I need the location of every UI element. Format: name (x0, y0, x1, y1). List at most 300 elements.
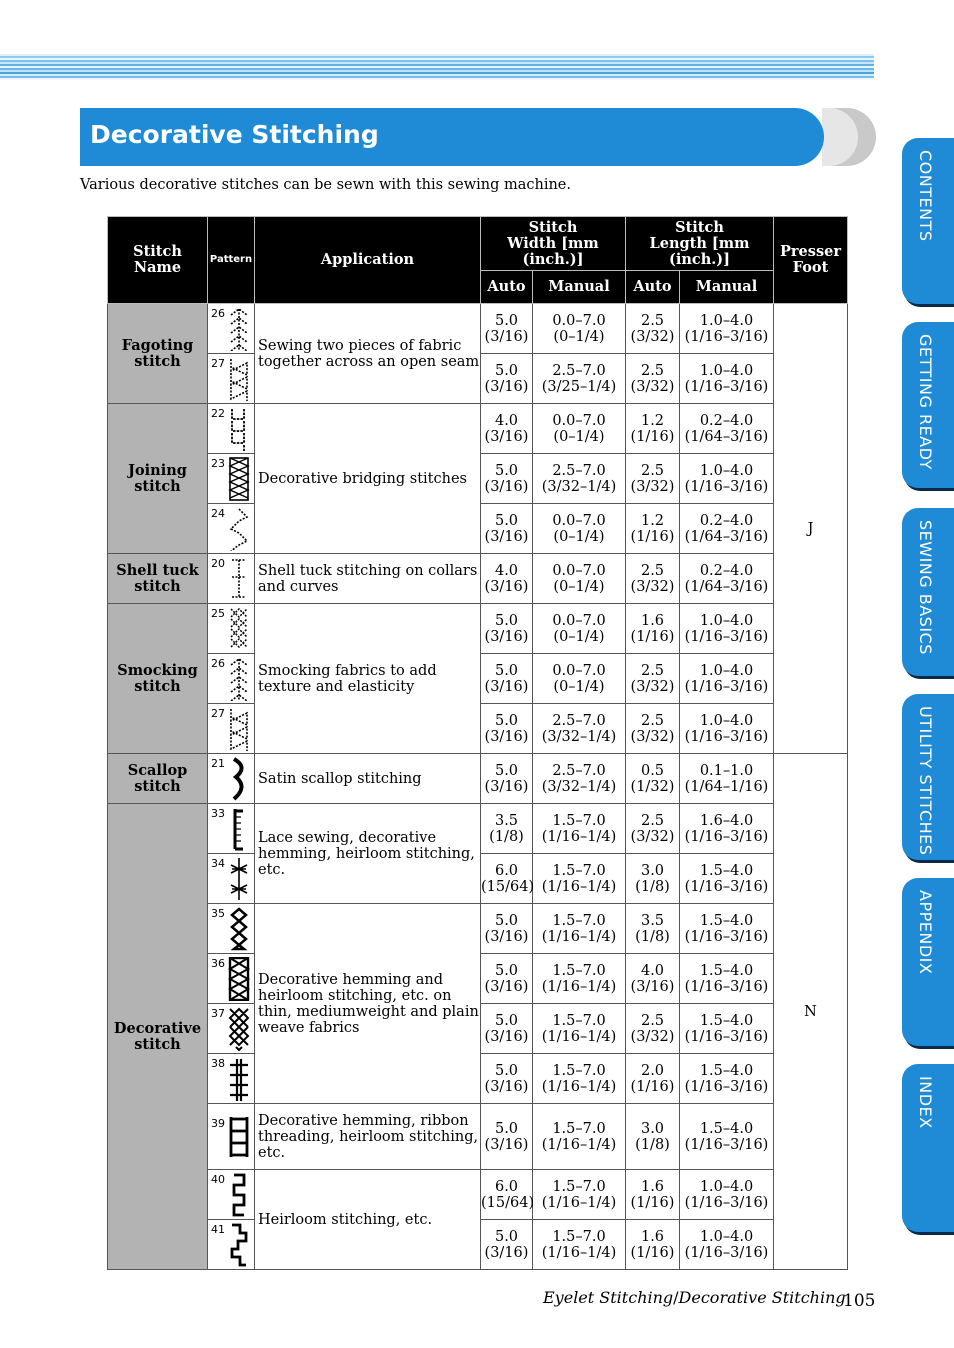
stitch-name: Shell tuck stitch (108, 554, 208, 604)
footer-separator: / (673, 1288, 679, 1307)
decorative-stitch-icon (228, 957, 250, 1001)
length-auto (626, 654, 680, 704)
value-inch: (3/32–1/4) (541, 728, 617, 745)
value-mm: 1.5–4.0 (699, 862, 754, 879)
value-inch: (3/16) (484, 528, 529, 545)
value-inch: (3/16) (630, 978, 675, 995)
value-inch: (1/16–1/4) (541, 878, 617, 895)
application: Satin scallop stitching (255, 754, 481, 804)
width-auto (481, 354, 533, 404)
width-auto (481, 854, 533, 904)
value-mm: 1.6 (640, 1228, 665, 1245)
value-mm: 2.5 (640, 712, 665, 729)
value-mm: 2.5 (640, 312, 665, 329)
width-manual (533, 304, 626, 354)
stitch-name: Scallop stitch (108, 754, 208, 804)
width-auto (481, 504, 533, 554)
value-inch: (1/16–3/16) (684, 328, 769, 345)
pattern-number: 40 (211, 1173, 225, 1186)
value-mm: 5.0 (494, 312, 519, 329)
pattern-cell (208, 904, 255, 954)
value-mm: 1.5–7.0 (552, 812, 606, 829)
value-mm: 5.0 (494, 662, 519, 679)
value-inch: (1/8) (635, 1136, 670, 1153)
tab-getting-ready[interactable] (902, 322, 954, 488)
length-manual (680, 1220, 774, 1270)
value-inch: (1/64–3/16) (684, 528, 769, 545)
value-inch: (1/16–3/16) (684, 628, 769, 645)
pattern-number: 20 (211, 557, 225, 570)
value-mm: 1.6 (640, 612, 665, 629)
pattern-cell (208, 404, 255, 454)
pattern-number: 21 (211, 757, 225, 770)
width-auto (481, 654, 533, 704)
length-auto (626, 1054, 680, 1104)
tab-label: CONTENTS (916, 150, 935, 242)
value-inch: (3/32) (630, 678, 675, 695)
width-manual (533, 754, 626, 804)
value-inch: (3/16) (484, 928, 529, 945)
length-manual (680, 604, 774, 654)
tab-label: INDEX (916, 1076, 935, 1129)
width-manual (533, 604, 626, 654)
value-mm: 0.0–7.0 (552, 612, 606, 629)
width-manual (533, 1004, 626, 1054)
pattern-number: 34 (211, 857, 225, 870)
value-mm: 1.6 (640, 1178, 665, 1195)
tab-contents[interactable] (902, 138, 954, 304)
header-length-auto: Auto (626, 271, 680, 304)
value-mm: 6.0 (494, 1178, 519, 1195)
pattern-number: 27 (211, 357, 225, 370)
table-row (108, 1104, 848, 1170)
intro-text: Various decorative stitches can be sewn with this sewing machine. (80, 177, 571, 193)
value-inch: (1/16) (630, 1078, 675, 1095)
value-inch: (1/16–3/16) (684, 828, 769, 845)
joining-stitch-icon (228, 507, 250, 551)
presser-foot-j: J (774, 304, 848, 754)
value-inch: (3/32–1/4) (541, 778, 617, 795)
width-manual (533, 654, 626, 704)
value-inch: (1/16–3/16) (684, 1194, 769, 1211)
length-auto (626, 1220, 680, 1270)
shell-tuck-stitch-icon (228, 557, 250, 601)
pattern-number: 24 (211, 507, 225, 520)
value-mm: 5.0 (494, 762, 519, 779)
value-mm: 1.2 (640, 412, 665, 429)
value-mm: 5.0 (494, 462, 519, 479)
width-auto (481, 454, 533, 504)
pattern-cell (208, 1220, 255, 1270)
value-mm: 3.5 (640, 912, 665, 929)
header-presser-foot: Presser Foot (774, 217, 848, 304)
width-manual (533, 404, 626, 454)
value-inch: (3/32) (630, 728, 675, 745)
stitch-name: Decorative stitch (108, 804, 208, 1270)
pattern-cell (208, 354, 255, 404)
tab-label: SEWING BASICS (916, 520, 935, 655)
pattern-cell (208, 1054, 255, 1104)
value-mm: 1.5–7.0 (552, 1062, 606, 1079)
value-inch: (3/32) (630, 378, 675, 395)
value-inch: (3/16) (484, 578, 529, 595)
table-row (108, 554, 848, 604)
value-mm: 2.5–7.0 (552, 362, 606, 379)
value-inch: (3/32) (630, 578, 675, 595)
value-mm: 2.5 (640, 562, 665, 579)
length-manual (680, 954, 774, 1004)
tab-sewing-basics[interactable] (902, 508, 954, 676)
value-mm: 5.0 (494, 1062, 519, 1079)
decorative-stitch-icon (228, 1223, 250, 1267)
header-width-auto: Auto (481, 271, 533, 304)
value-mm: 1.0–4.0 (699, 1178, 754, 1195)
value-mm: 1.2 (640, 512, 665, 529)
application: Decorative hemming and heirloom stitching, etc. on thin, mediumweight and plain weave fabrics (255, 904, 481, 1104)
value-inch: (0–1/4) (553, 628, 605, 645)
length-manual (680, 854, 774, 904)
stitch-name: Joining stitch (108, 404, 208, 554)
tab-appendix[interactable] (902, 878, 954, 1046)
value-inch: (3/16) (484, 378, 529, 395)
header-length-manual: Manual (680, 271, 774, 304)
length-manual (680, 504, 774, 554)
value-inch: (1/16–3/16) (684, 478, 769, 495)
value-mm: 5.0 (494, 512, 519, 529)
footer-title: Decorative Stitching (678, 1288, 846, 1307)
value-inch: (3/16) (484, 1244, 529, 1261)
value-mm: 1.5–4.0 (699, 912, 754, 929)
decorative-stitch-icon (228, 857, 250, 901)
pattern-cell (208, 654, 255, 704)
value-inch: (3/16) (484, 628, 529, 645)
application: Shell tuck stitching on collars and curves (255, 554, 481, 604)
value-inch: (3/25–1/4) (541, 378, 617, 395)
width-manual (533, 954, 626, 1004)
value-inch: (1/16) (630, 628, 675, 645)
value-mm: 1.5–7.0 (552, 1178, 606, 1195)
application: Decorative hemming, ribbon threading, heirloom stitching, etc. (255, 1104, 481, 1170)
length-auto (626, 354, 680, 404)
pattern-cell (208, 754, 255, 804)
value-mm: 1.5–4.0 (699, 1062, 754, 1079)
value-inch: (3/32) (630, 828, 675, 845)
value-mm: 0.1–1.0 (699, 762, 754, 779)
width-manual (533, 1054, 626, 1104)
width-auto (481, 404, 533, 454)
value-mm: 5.0 (494, 1120, 519, 1137)
value-mm: 1.0–4.0 (699, 612, 754, 629)
length-manual (680, 1170, 774, 1220)
value-mm: 1.0–4.0 (699, 312, 754, 329)
value-mm: 0.0–7.0 (552, 512, 606, 529)
header-pattern: Pattern (208, 217, 255, 304)
length-manual (680, 654, 774, 704)
page-title: Decorative Stitching (90, 120, 379, 149)
value-inch: (1/16–1/4) (541, 1244, 617, 1261)
value-inch: (3/16) (484, 728, 529, 745)
width-auto (481, 1104, 533, 1170)
value-mm: 6.0 (494, 862, 519, 879)
smocking-stitch-icon (228, 607, 250, 651)
pattern-cell (208, 854, 255, 904)
value-inch: (1/64–3/16) (684, 578, 769, 595)
value-mm: 1.5–4.0 (699, 1120, 754, 1137)
value-mm: 1.5–7.0 (552, 1012, 606, 1029)
application: Heirloom stitching, etc. (255, 1170, 481, 1270)
length-manual (680, 554, 774, 604)
value-mm: 2.5–7.0 (552, 712, 606, 729)
pattern-cell (208, 304, 255, 354)
value-inch: (3/16) (484, 778, 529, 795)
width-auto (481, 1004, 533, 1054)
length-auto (626, 554, 680, 604)
width-auto (481, 304, 533, 354)
width-auto (481, 554, 533, 604)
value-inch: (1/8) (635, 928, 670, 945)
value-mm: 1.5–7.0 (552, 962, 606, 979)
value-inch: (1/8) (489, 828, 524, 845)
page-number: 105 (843, 1291, 876, 1311)
value-mm: 1.5–4.0 (699, 962, 754, 979)
length-auto (626, 1004, 680, 1054)
value-mm: 2.5 (640, 1012, 665, 1029)
length-auto (626, 804, 680, 854)
length-manual (680, 1004, 774, 1054)
pattern-number: 26 (211, 657, 225, 670)
value-inch: (3/32) (630, 478, 675, 495)
value-inch: (3/16) (484, 1136, 529, 1153)
pattern-number: 38 (211, 1057, 225, 1070)
header-stitch-name: Stitch Name (108, 217, 208, 304)
value-mm: 0.0–7.0 (552, 562, 606, 579)
tab-label: GETTING READY (916, 334, 935, 470)
value-mm: 1.0–4.0 (699, 662, 754, 679)
header-application: Application (255, 217, 481, 304)
header-stitch-width: Stitch Width [mm (inch.)] (481, 217, 626, 271)
value-mm: 0.2–4.0 (699, 562, 754, 579)
value-mm: 1.5–7.0 (552, 1228, 606, 1245)
table-row (108, 1170, 848, 1220)
pattern-cell (208, 604, 255, 654)
length-manual (680, 1054, 774, 1104)
value-inch: (1/16) (630, 528, 675, 545)
value-inch: (3/16) (484, 1028, 529, 1045)
value-mm: 5.0 (494, 362, 519, 379)
value-inch: (1/16–3/16) (684, 878, 769, 895)
value-mm: 1.0–4.0 (699, 712, 754, 729)
value-mm: 3.0 (640, 862, 665, 879)
length-manual (680, 404, 774, 454)
length-auto (626, 1170, 680, 1220)
pattern-number: 22 (211, 407, 225, 420)
table-row (108, 604, 848, 654)
decorative-stitch-icon (228, 807, 250, 851)
decorative-stitch-icon (228, 907, 250, 951)
width-auto (481, 954, 533, 1004)
value-inch: (0–1/4) (553, 428, 605, 445)
pattern-number: 41 (211, 1223, 225, 1236)
footer-section[interactable]: Eyelet Stitching (543, 1288, 674, 1307)
top-stripe-band (0, 54, 874, 80)
value-inch: (0–1/4) (553, 528, 605, 545)
value-inch: (1/16–1/4) (541, 978, 617, 995)
value-inch: (3/16) (484, 678, 529, 695)
value-inch: (1/16) (630, 1244, 675, 1261)
value-inch: (15/64) (481, 1194, 535, 1211)
length-manual (680, 454, 774, 504)
width-auto (481, 704, 533, 754)
pattern-number: 23 (211, 457, 225, 470)
length-manual (680, 354, 774, 404)
width-manual (533, 704, 626, 754)
value-inch: (1/16–3/16) (684, 1028, 769, 1045)
value-inch: (3/16) (484, 478, 529, 495)
tab-label: UTILITY STITCHES (916, 706, 935, 856)
decorative-stitch-icon (228, 1173, 250, 1217)
value-mm: 0.0–7.0 (552, 412, 606, 429)
presser-foot-n: N (774, 754, 848, 1270)
length-manual (680, 304, 774, 354)
length-auto (626, 954, 680, 1004)
pattern-cell (208, 454, 255, 504)
value-mm: 2.5–7.0 (552, 762, 606, 779)
width-manual (533, 1170, 626, 1220)
value-inch: (3/16) (484, 978, 529, 995)
value-inch: (1/16–3/16) (684, 378, 769, 395)
value-inch: (1/16–3/16) (684, 1078, 769, 1095)
value-inch: (0–1/4) (553, 678, 605, 695)
stitch-name: Fagoting stitch (108, 304, 208, 404)
value-mm: 4.0 (640, 962, 665, 979)
table-row (108, 404, 848, 454)
value-inch: (3/16) (484, 428, 529, 445)
value-inch: (1/64–3/16) (684, 428, 769, 445)
value-mm: 0.0–7.0 (552, 662, 606, 679)
application: Lace sewing, decorative hemming, heirloom stitching, etc. (255, 804, 481, 904)
pattern-number: 33 (211, 807, 225, 820)
value-inch: (1/16–3/16) (684, 1136, 769, 1153)
width-manual (533, 854, 626, 904)
decorative-stitch-icon (228, 1115, 250, 1159)
value-inch: (1/16–3/16) (684, 978, 769, 995)
length-auto (626, 1104, 680, 1170)
width-auto (481, 1220, 533, 1270)
pattern-number: 25 (211, 607, 225, 620)
application: Smocking fabrics to add texture and elasticity (255, 604, 481, 754)
header-stitch-length: Stitch Length [mm (inch.)] (626, 217, 774, 271)
table-row (108, 754, 848, 804)
title-bar (80, 108, 824, 166)
pattern-number: 26 (211, 307, 225, 320)
application: Sewing two pieces of fabric together across an open seam (255, 304, 481, 404)
width-manual (533, 354, 626, 404)
table-row (108, 304, 848, 354)
length-auto (626, 404, 680, 454)
width-auto (481, 804, 533, 854)
value-inch: (1/16–1/4) (541, 1028, 617, 1045)
smocking-stitch-icon (228, 657, 250, 701)
value-inch: (0–1/4) (553, 578, 605, 595)
smocking-stitch-icon (228, 707, 250, 751)
value-mm: 2.5 (640, 362, 665, 379)
fagoting-stitch-icon (228, 357, 250, 401)
length-auto (626, 854, 680, 904)
value-inch: (1/16–3/16) (684, 928, 769, 945)
value-mm: 3.5 (494, 812, 519, 829)
value-mm: 5.0 (494, 712, 519, 729)
value-inch: (1/16–3/16) (684, 728, 769, 745)
value-mm: 1.5–7.0 (552, 862, 606, 879)
value-mm: 0.2–4.0 (699, 412, 754, 429)
value-inch: (1/16–1/4) (541, 928, 617, 945)
length-auto (626, 704, 680, 754)
length-manual (680, 1104, 774, 1170)
pattern-cell (208, 804, 255, 854)
value-mm: 1.0–4.0 (699, 462, 754, 479)
value-inch: (1/16) (630, 428, 675, 445)
value-mm: 5.0 (494, 962, 519, 979)
value-mm: 1.0–4.0 (699, 1228, 754, 1245)
value-mm: 1.5–7.0 (552, 912, 606, 929)
length-auto (626, 504, 680, 554)
value-mm: 1.5–4.0 (699, 1012, 754, 1029)
value-inch: (0–1/4) (553, 328, 605, 345)
stitch-table (107, 216, 848, 1270)
value-mm: 5.0 (494, 912, 519, 929)
pattern-number: 36 (211, 957, 225, 970)
pattern-cell (208, 1004, 255, 1054)
value-mm: 5.0 (494, 612, 519, 629)
value-inch: (15/64) (481, 878, 535, 895)
value-inch: (1/16–1/4) (541, 1078, 617, 1095)
pattern-number: 37 (211, 1007, 225, 1020)
value-mm: 1.5–7.0 (552, 1120, 606, 1137)
header-width-manual: Manual (533, 271, 626, 304)
width-manual (533, 454, 626, 504)
length-manual (680, 904, 774, 954)
application: Decorative bridging stitches (255, 404, 481, 554)
stitch-name: Smocking stitch (108, 604, 208, 754)
tab-utility-stitches[interactable] (902, 694, 954, 860)
value-inch: (3/32) (630, 1028, 675, 1045)
tab-index[interactable] (902, 1064, 954, 1232)
value-mm: 3.0 (640, 1120, 665, 1137)
pattern-cell (208, 504, 255, 554)
width-manual (533, 1104, 626, 1170)
value-mm: 1.6–4.0 (699, 812, 754, 829)
value-inch: (1/16–1/4) (541, 828, 617, 845)
value-inch: (1/16–1/4) (541, 1194, 617, 1211)
value-mm: 4.0 (494, 562, 519, 579)
value-mm: 4.0 (494, 412, 519, 429)
value-inch: (1/16) (630, 1194, 675, 1211)
width-manual (533, 904, 626, 954)
value-inch: (1/16–3/16) (684, 678, 769, 695)
fagoting-stitch-icon (228, 307, 250, 351)
value-mm: 0.5 (640, 762, 665, 779)
pattern-cell (208, 554, 255, 604)
value-inch: (1/16–3/16) (684, 1244, 769, 1261)
length-auto (626, 454, 680, 504)
width-auto (481, 604, 533, 654)
decorative-stitch-icon (228, 1007, 250, 1051)
value-inch: (3/32) (630, 328, 675, 345)
joining-stitch-icon (228, 407, 250, 451)
length-manual (680, 704, 774, 754)
width-manual (533, 504, 626, 554)
value-mm: 0.2–4.0 (699, 512, 754, 529)
